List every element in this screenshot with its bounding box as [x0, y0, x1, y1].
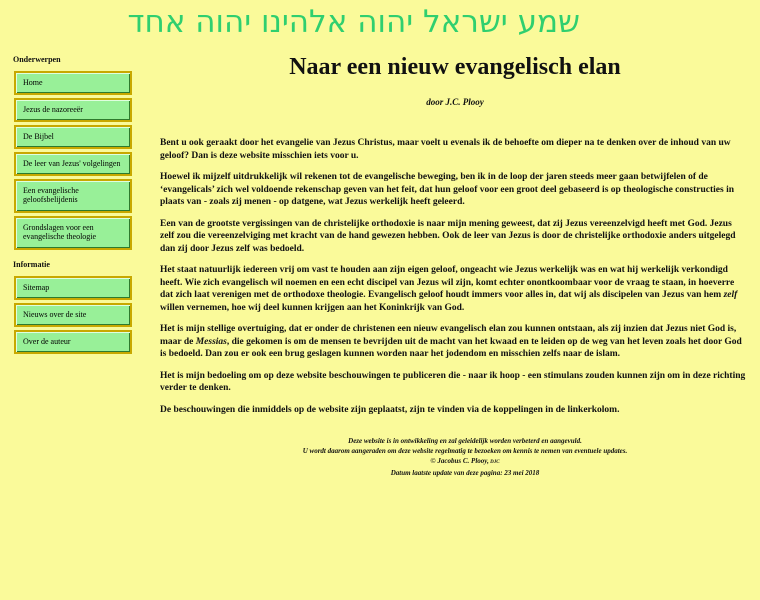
page-title: Naar een nieuw evangelisch elan — [289, 54, 621, 80]
paragraph-freedom — [160, 264, 746, 314]
sidebar-item-jezus-de-nazoreeer[interactable]: Jezus de nazoreeër — [14, 98, 132, 122]
sidebar-item-sitemap[interactable]: Sitemap — [14, 276, 132, 300]
paragraph-conviction — [160, 323, 746, 361]
sidebar — [13, 55, 133, 357]
paragraph-intro: Bent u ook geraakt door het evangelie van Jezus Christus, maar voelt u evenals ik de behoefte om dieper na te denken over de inhoud van uw geloof? Dan is deze website misschien iets voor u. — [160, 138, 731, 161]
emphasis-messias: Messias — [195, 336, 227, 347]
sidebar-item-geloofsbelijdenis[interactable]: Een evangelische geloofsbelijdenis — [14, 179, 132, 213]
footer-last-updated: Datum laatste update van deze pagina: 23 mei 2018 — [390, 469, 540, 477]
sidebar-item-over-de-auteur[interactable]: Over de auteur — [14, 330, 132, 354]
footer-line-development: Deze website is in ontwikkeling en zal geleidelijk worden verbeterd en aangevuld. — [348, 437, 582, 445]
copyright-initials: DJC — [488, 460, 500, 465]
article-body — [160, 137, 746, 425]
sidebar-heading-info: Informatie — [13, 260, 50, 269]
paragraph-freedom-text-b: willen vernemen, hoe wij deel kunnen krijgen aan het Koninkrijk van God. — [160, 302, 465, 313]
sidebar-item-leer-volgelingen[interactable]: De leer van Jezus' volgelingen — [14, 152, 132, 176]
paragraph-intention: Het is mijn bedoeling om op deze website beschouwingen te publiceren die - naar ik hoop - een stimulans zouden kunnen zijn om in deze richting verder te denken. — [160, 370, 746, 393]
sidebar-item-home[interactable]: Home — [14, 71, 132, 95]
sidebar-heading-topics: Onderwerpen — [13, 55, 61, 64]
footer-line-updates: U wordt daarom aangeraden om deze website regelmatig te bezoeken om kennis te nemen van eventuele updates. — [302, 447, 628, 455]
paragraph-conviction-text-b: , die gekomen is om de mensen te bevrijden uit de macht van het kwaad en te leiden op de weg van het leven zoals het door God is bedoeld. Dan zou er ook een brug geslagen kunnen worden naar het jodendom en misschien zelfs naar de islam. — [160, 336, 742, 359]
hebrew-banner: שמע ישראל יהוה אלהינו יהוה אחד — [127, 4, 580, 40]
sidebar-item-grondslagen-theologie[interactable]: Grondslagen voor een evangelische theologie — [14, 216, 132, 250]
sidebar-item-nieuws[interactable]: Nieuws over de site — [14, 303, 132, 327]
paragraph-conviction-text-a: Het is mijn stellige overtuiging, dat er onder de christenen een nieuw evangelisch elan zou kunnen ontstaan, als zij inzien dat Jezus niet God is, maar de — [160, 324, 737, 347]
paragraph-orthodoxy: Een van de grootste vergissingen van de christelijke orthodoxie is naar mijn mening geweest, dat zij Jezus vereenzelvigd heeft met God. Jezus zelf zou die vereenzelviging met kracht van de hand gewezen hebben. Ook de leer van Jezus is door de christelijke orthodoxie anders uitgelegd dan zij door Jezus zelf was bedoeld. — [160, 218, 736, 254]
paragraph-navigation: De beschouwingen die inmiddels op de website zijn geplaatst, zijn te vinden via de koppelingen in de linkerkolom. — [160, 404, 620, 415]
sidebar-item-de-bijbel[interactable]: De Bijbel — [14, 125, 132, 149]
paragraph-freedom-text-a: Het staat natuurlijk iedereen vrij om vast te houden aan zijn eigen geloof, ongeacht wie Jezus werkelijk was en wat hij werkelijk verkondigd heeft. Wie zich evangelisch wil noemen en een echt discipel van Jezus wil zijn, komt echter onontkoombaar voor de vraag te staan, in hoeverre dat zich laat verenigen met de orthodoxe theologie. Evangelisch geloof houdt immers voor alles in, dat wij als discipelen van Jezus van hem — [160, 265, 735, 300]
footer — [160, 436, 760, 478]
paragraph-evangelical: Hoewel ik mijzelf uitdrukkelijk wil rekenen tot de evangelische beweging, ben ik in de loop der jaren steeds meer gaan betwijfelen of de ‘evangelicals’ zich wel voldoende rekenschap geven van het feit, dat hun geloof voor een groot deel gebaseerd is op theologische constructies in plaats van - zoals zij menen - op datgene, wat Jezus werkelijk heeft geleerd. — [160, 172, 735, 207]
copyright-text: © Jacobus C. Plooy, — [430, 457, 489, 465]
footer-copyright — [160, 456, 760, 468]
emphasis-zelf: zelf — [723, 290, 738, 300]
author-line: door J.C. Plooy — [426, 97, 484, 107]
